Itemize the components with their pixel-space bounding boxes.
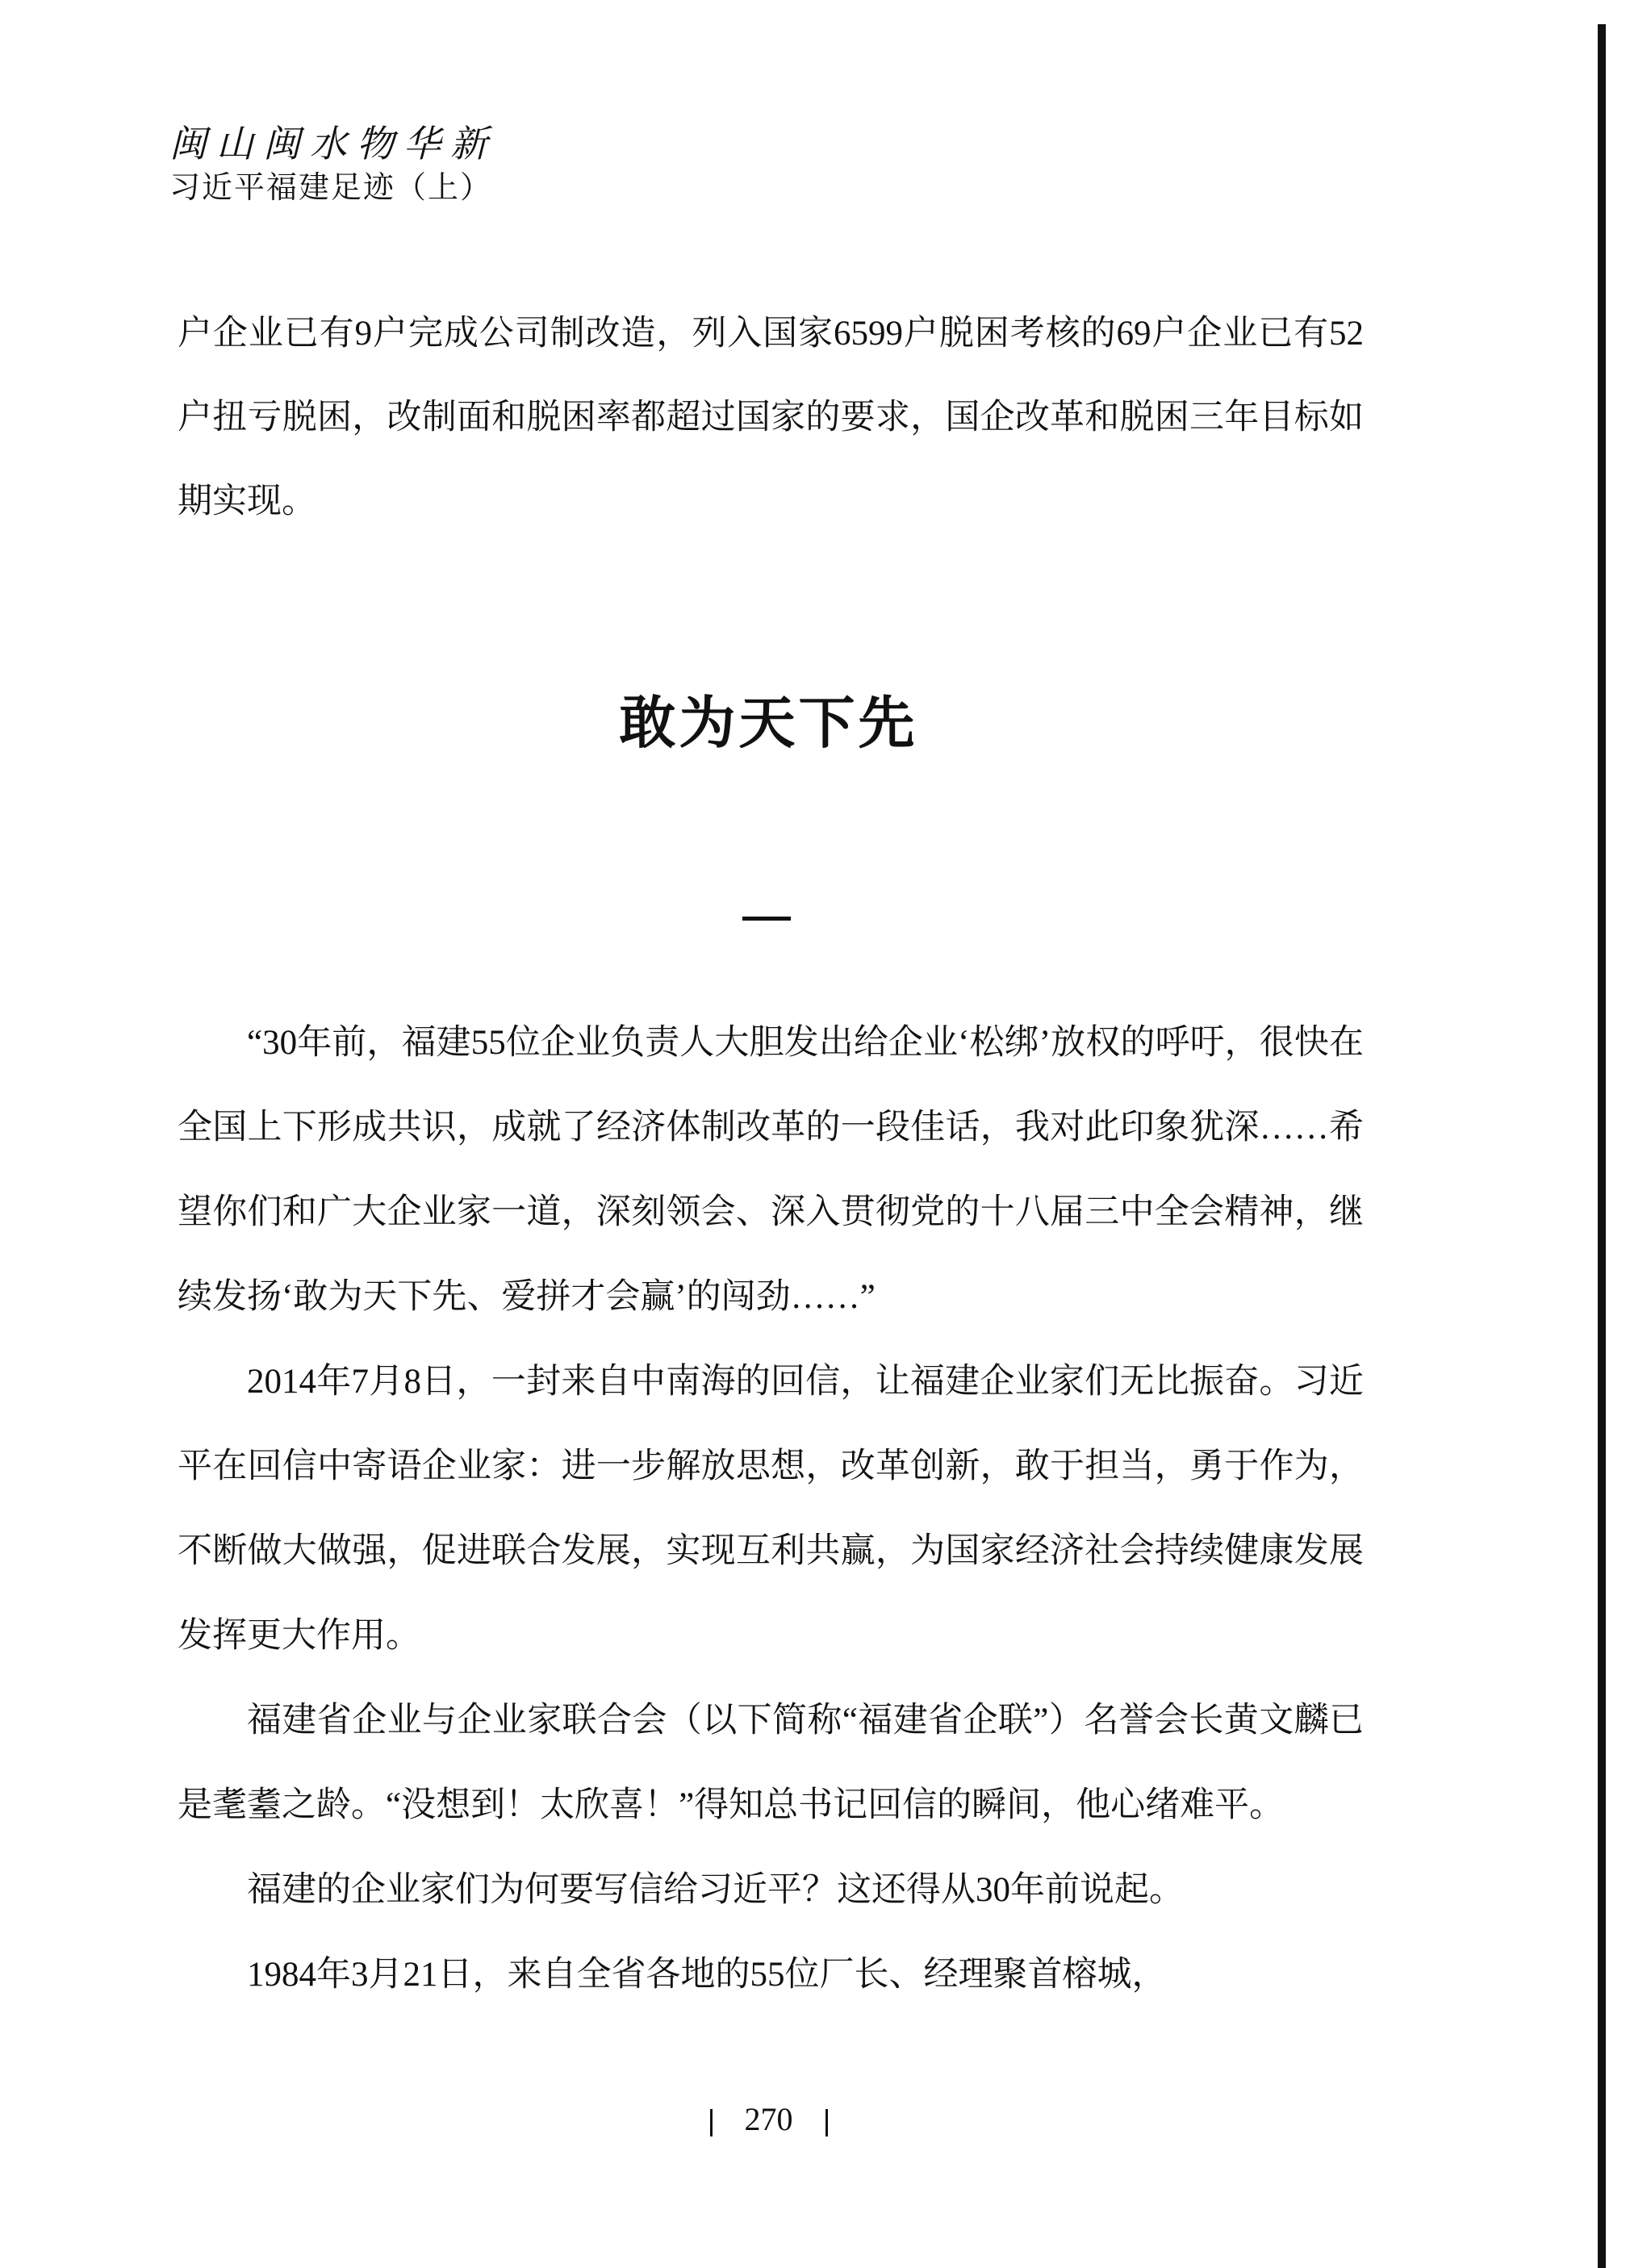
section-number-mark: [742, 917, 791, 921]
page-number: 270: [744, 2101, 793, 2137]
paragraph: 福建的企业家们为何要写信给习近平？这还得从30年前说起。: [247, 1871, 1184, 1909]
paragraph: 2014年7月8日，一封来自中南海的回信，让福建企业家们无比振奋。习近平在回信中寄语企业家：进一步解放思想，改革创新，敢于担当，勇于作为，不断做大做强，促进联合发展，实现互利共赢，为国家经济社会持续健康发展发挥更大作用。: [178, 1363, 1364, 1655]
paragraph: 福建省企业与企业家联合会（以下简称“福建省企联”）名誉会长黄文麟已是耄耋之龄。“没想到！太欣喜！”得知总书记回信的瞬间，他心绪难平。: [178, 1702, 1364, 1824]
page-footer: [0, 2100, 1537, 2138]
paragraph: “30年前，福建55位企业负责人大胆发出给企业‘松绑’放权的呼吁，很快在全国上下形成共识，成就了经济体制改革的一段佳话，我对此印象犹深……希望你们和广大企业家一道，深刻领会、深入贯彻党的十八届三中全会精神，继续发扬‘敢为天下先、爱拼才会赢’的闯劲……”: [178, 1024, 1364, 1316]
running-head: [169, 121, 497, 210]
continuation-paragraph: 户企业已有9户完成公司制改造，列入国家6599户脱困考核的69户企业已有52户扭亏脱困，改制面和脱困率都超过国家的要求，国企改革和脱困三年目标如期实现。: [178, 315, 1364, 520]
footer-divider-left: [710, 2109, 713, 2136]
book-subtitle: 习近平福建足迹（上）: [169, 171, 493, 205]
paragraph: 1984年3月21日，来自全省各地的55位厂长、经理聚首榕城，: [247, 1956, 1167, 1994]
book-title: 闽山闽水物华新: [169, 122, 497, 165]
main-text: [178, 1000, 1364, 2017]
section-title: 敢为天下先: [619, 689, 918, 756]
binding-edge-line: [1598, 24, 1606, 2268]
footer-divider-right: [825, 2109, 828, 2136]
